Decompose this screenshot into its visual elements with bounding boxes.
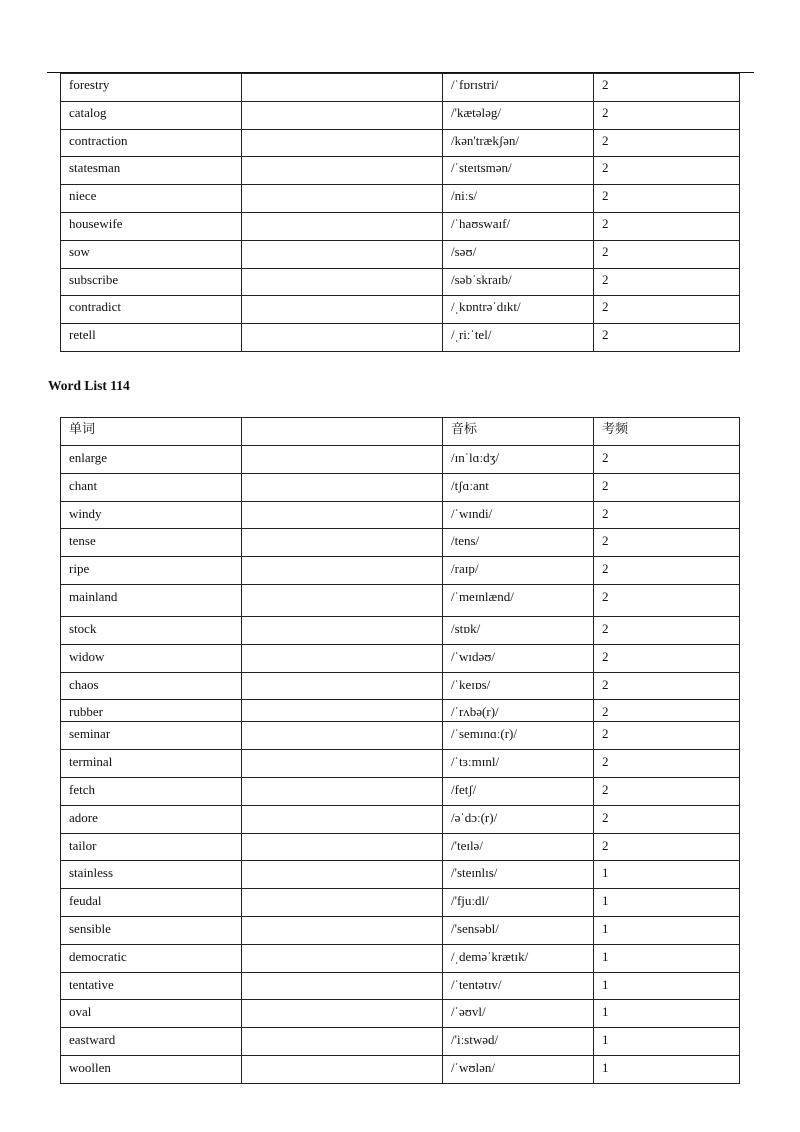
table-row bbox=[61, 672, 740, 700]
meaning-cell bbox=[242, 1000, 443, 1028]
frequency-cell: 1 bbox=[594, 861, 740, 889]
table-row bbox=[61, 944, 740, 972]
meaning-cell bbox=[242, 722, 443, 750]
meaning-cell bbox=[242, 644, 443, 672]
table-row bbox=[61, 501, 740, 529]
header-frequency: 考频 bbox=[594, 418, 740, 446]
word-table-114-body bbox=[61, 446, 740, 1084]
word-cell: terminal bbox=[61, 750, 242, 778]
word-cell: enlarge bbox=[61, 446, 242, 474]
table-row bbox=[61, 240, 740, 268]
word-cell: feudal bbox=[61, 889, 242, 917]
word-cell: stock bbox=[61, 616, 242, 644]
word-cell: catalog bbox=[61, 101, 242, 129]
phonetic-cell: /stɒk/ bbox=[443, 616, 594, 644]
table-row bbox=[61, 74, 740, 102]
phonetic-cell: /ˈəʊvl/ bbox=[443, 1000, 594, 1028]
table-row bbox=[61, 750, 740, 778]
phonetic-cell: /ɪnˈlɑːdʒ/ bbox=[443, 446, 594, 474]
frequency-cell: 2 bbox=[594, 584, 740, 616]
word-cell: windy bbox=[61, 501, 242, 529]
word-cell: mainland bbox=[61, 584, 242, 616]
table-row bbox=[61, 700, 740, 722]
word-cell: tentative bbox=[61, 972, 242, 1000]
table-row bbox=[61, 529, 740, 557]
word-cell: tailor bbox=[61, 833, 242, 861]
frequency-cell: 2 bbox=[594, 157, 740, 185]
table-row bbox=[61, 324, 740, 352]
header-word: 单词 bbox=[61, 418, 242, 446]
table-row bbox=[61, 616, 740, 644]
frequency-cell: 2 bbox=[594, 557, 740, 585]
phonetic-cell: /ˌriːˈtel/ bbox=[443, 324, 594, 352]
word-cell: tense bbox=[61, 529, 242, 557]
phonetic-cell: /ˈwɪndi/ bbox=[443, 501, 594, 529]
meaning-cell bbox=[242, 777, 443, 805]
phonetic-cell: /ˈkeɪɒs/ bbox=[443, 672, 594, 700]
frequency-cell: 2 bbox=[594, 616, 740, 644]
phonetic-cell: /ˈsteɪtsmən/ bbox=[443, 157, 594, 185]
meaning-cell bbox=[242, 861, 443, 889]
phonetic-cell: /ˈtentətɪv/ bbox=[443, 972, 594, 1000]
frequency-cell: 2 bbox=[594, 74, 740, 102]
table-row bbox=[61, 268, 740, 296]
phonetic-cell: /kən'trækʃən/ bbox=[443, 129, 594, 157]
word-table-continued bbox=[60, 73, 740, 352]
phonetic-cell: /ˈfɒrɪstri/ bbox=[443, 74, 594, 102]
table-row bbox=[61, 446, 740, 474]
frequency-cell: 2 bbox=[594, 672, 740, 700]
word-cell: contraction bbox=[61, 129, 242, 157]
meaning-cell bbox=[242, 501, 443, 529]
frequency-cell: 2 bbox=[594, 185, 740, 213]
frequency-cell: 1 bbox=[594, 889, 740, 917]
header-meaning bbox=[242, 418, 443, 446]
frequency-cell: 1 bbox=[594, 944, 740, 972]
word-table-114 bbox=[60, 417, 740, 1084]
phonetic-cell: /ˈmeɪnlænd/ bbox=[443, 584, 594, 616]
frequency-cell: 2 bbox=[594, 473, 740, 501]
word-cell: retell bbox=[61, 324, 242, 352]
meaning-cell bbox=[242, 157, 443, 185]
phonetic-cell: /niːs/ bbox=[443, 185, 594, 213]
word-cell: statesman bbox=[61, 157, 242, 185]
table-row bbox=[61, 833, 740, 861]
word-cell: rubber bbox=[61, 700, 242, 722]
frequency-cell: 2 bbox=[594, 446, 740, 474]
frequency-cell: 1 bbox=[594, 1028, 740, 1056]
meaning-cell bbox=[242, 101, 443, 129]
phonetic-cell: /raɪp/ bbox=[443, 557, 594, 585]
meaning-cell bbox=[242, 700, 443, 722]
frequency-cell: 1 bbox=[594, 1055, 740, 1083]
meaning-cell bbox=[242, 1055, 443, 1083]
frequency-cell: 2 bbox=[594, 324, 740, 352]
meaning-cell bbox=[242, 296, 443, 324]
meaning-cell bbox=[242, 557, 443, 585]
table-row bbox=[61, 185, 740, 213]
table-row bbox=[61, 557, 740, 585]
table-header-row bbox=[61, 418, 740, 446]
word-table-continued-body bbox=[61, 74, 740, 352]
meaning-cell bbox=[242, 129, 443, 157]
frequency-cell: 1 bbox=[594, 916, 740, 944]
word-cell: contradict bbox=[61, 296, 242, 324]
word-cell: democratic bbox=[61, 944, 242, 972]
meaning-cell bbox=[242, 750, 443, 778]
table-row bbox=[61, 101, 740, 129]
table-row bbox=[61, 1028, 740, 1056]
phonetic-cell: /ˈrʌbə(r)/ bbox=[443, 700, 594, 722]
word-cell: ripe bbox=[61, 557, 242, 585]
table-row bbox=[61, 1055, 740, 1083]
word-cell: adore bbox=[61, 805, 242, 833]
meaning-cell bbox=[242, 324, 443, 352]
word-cell: chant bbox=[61, 473, 242, 501]
frequency-cell: 2 bbox=[594, 833, 740, 861]
word-cell: oval bbox=[61, 1000, 242, 1028]
table-row bbox=[61, 584, 740, 616]
table-row bbox=[61, 1000, 740, 1028]
frequency-cell: 2 bbox=[594, 101, 740, 129]
meaning-cell bbox=[242, 74, 443, 102]
frequency-cell: 2 bbox=[594, 529, 740, 557]
meaning-cell bbox=[242, 944, 443, 972]
phonetic-cell: /'iːstwəd/ bbox=[443, 1028, 594, 1056]
frequency-cell: 2 bbox=[594, 722, 740, 750]
frequency-cell: 2 bbox=[594, 129, 740, 157]
meaning-cell bbox=[242, 833, 443, 861]
table-row bbox=[61, 889, 740, 917]
word-cell: eastward bbox=[61, 1028, 242, 1056]
meaning-cell bbox=[242, 240, 443, 268]
phonetic-cell: /'sensəbl/ bbox=[443, 916, 594, 944]
meaning-cell bbox=[242, 972, 443, 1000]
meaning-cell bbox=[242, 446, 443, 474]
meaning-cell bbox=[242, 889, 443, 917]
meaning-cell bbox=[242, 212, 443, 240]
meaning-cell bbox=[242, 916, 443, 944]
frequency-cell: 2 bbox=[594, 240, 740, 268]
phonetic-cell: /ˌdeməˈkrætɪk/ bbox=[443, 944, 594, 972]
phonetic-cell: /əˈdɔː(r)/ bbox=[443, 805, 594, 833]
table-row bbox=[61, 916, 740, 944]
word-cell: subscribe bbox=[61, 268, 242, 296]
phonetic-cell: /ˈwʊlən/ bbox=[443, 1055, 594, 1083]
meaning-cell bbox=[242, 1028, 443, 1056]
phonetic-cell: /fetʃ/ bbox=[443, 777, 594, 805]
word-cell: chaos bbox=[61, 672, 242, 700]
word-cell: niece bbox=[61, 185, 242, 213]
frequency-cell: 2 bbox=[594, 777, 740, 805]
phonetic-cell: /'fjuːdl/ bbox=[443, 889, 594, 917]
frequency-cell: 2 bbox=[594, 700, 740, 722]
table-row bbox=[61, 861, 740, 889]
word-cell: fetch bbox=[61, 777, 242, 805]
phonetic-cell: /tʃɑːant bbox=[443, 473, 594, 501]
word-cell: stainless bbox=[61, 861, 242, 889]
table-row bbox=[61, 157, 740, 185]
phonetic-cell: /ˈhaʊswaɪf/ bbox=[443, 212, 594, 240]
word-cell: seminar bbox=[61, 722, 242, 750]
meaning-cell bbox=[242, 616, 443, 644]
meaning-cell bbox=[242, 672, 443, 700]
word-cell: sensible bbox=[61, 916, 242, 944]
frequency-cell: 2 bbox=[594, 805, 740, 833]
phonetic-cell: /'steɪnlɪs/ bbox=[443, 861, 594, 889]
word-cell: woollen bbox=[61, 1055, 242, 1083]
table-row bbox=[61, 296, 740, 324]
meaning-cell bbox=[242, 268, 443, 296]
phonetic-cell: /'teɪlə/ bbox=[443, 833, 594, 861]
frequency-cell: 2 bbox=[594, 644, 740, 672]
meaning-cell bbox=[242, 584, 443, 616]
header-phonetic: 音标 bbox=[443, 418, 594, 446]
table-row bbox=[61, 212, 740, 240]
frequency-cell: 1 bbox=[594, 972, 740, 1000]
word-cell: housewife bbox=[61, 212, 242, 240]
section-title: Word List 114 bbox=[48, 378, 130, 393]
table-row bbox=[61, 805, 740, 833]
word-cell: forestry bbox=[61, 74, 242, 102]
frequency-cell: 2 bbox=[594, 750, 740, 778]
table-row bbox=[61, 129, 740, 157]
meaning-cell bbox=[242, 805, 443, 833]
phonetic-cell: /ˌkɒntrəˈdɪkt/ bbox=[443, 296, 594, 324]
phonetic-cell: /'kætələg/ bbox=[443, 101, 594, 129]
frequency-cell: 1 bbox=[594, 1000, 740, 1028]
frequency-cell: 2 bbox=[594, 268, 740, 296]
meaning-cell bbox=[242, 529, 443, 557]
phonetic-cell: /səʊ/ bbox=[443, 240, 594, 268]
phonetic-cell: /tens/ bbox=[443, 529, 594, 557]
word-cell: widow bbox=[61, 644, 242, 672]
table-row bbox=[61, 473, 740, 501]
table-row bbox=[61, 644, 740, 672]
meaning-cell bbox=[242, 185, 443, 213]
frequency-cell: 2 bbox=[594, 212, 740, 240]
table-row bbox=[61, 972, 740, 1000]
phonetic-cell: /ˈtɜːmɪnl/ bbox=[443, 750, 594, 778]
phonetic-cell: /ˈsemɪnɑː(r)/ bbox=[443, 722, 594, 750]
frequency-cell: 2 bbox=[594, 296, 740, 324]
phonetic-cell: /səbˈskraɪb/ bbox=[443, 268, 594, 296]
meaning-cell bbox=[242, 473, 443, 501]
frequency-cell: 2 bbox=[594, 501, 740, 529]
word-cell: sow bbox=[61, 240, 242, 268]
phonetic-cell: /ˈwɪdəʊ/ bbox=[443, 644, 594, 672]
table-row bbox=[61, 722, 740, 750]
table-row bbox=[61, 777, 740, 805]
